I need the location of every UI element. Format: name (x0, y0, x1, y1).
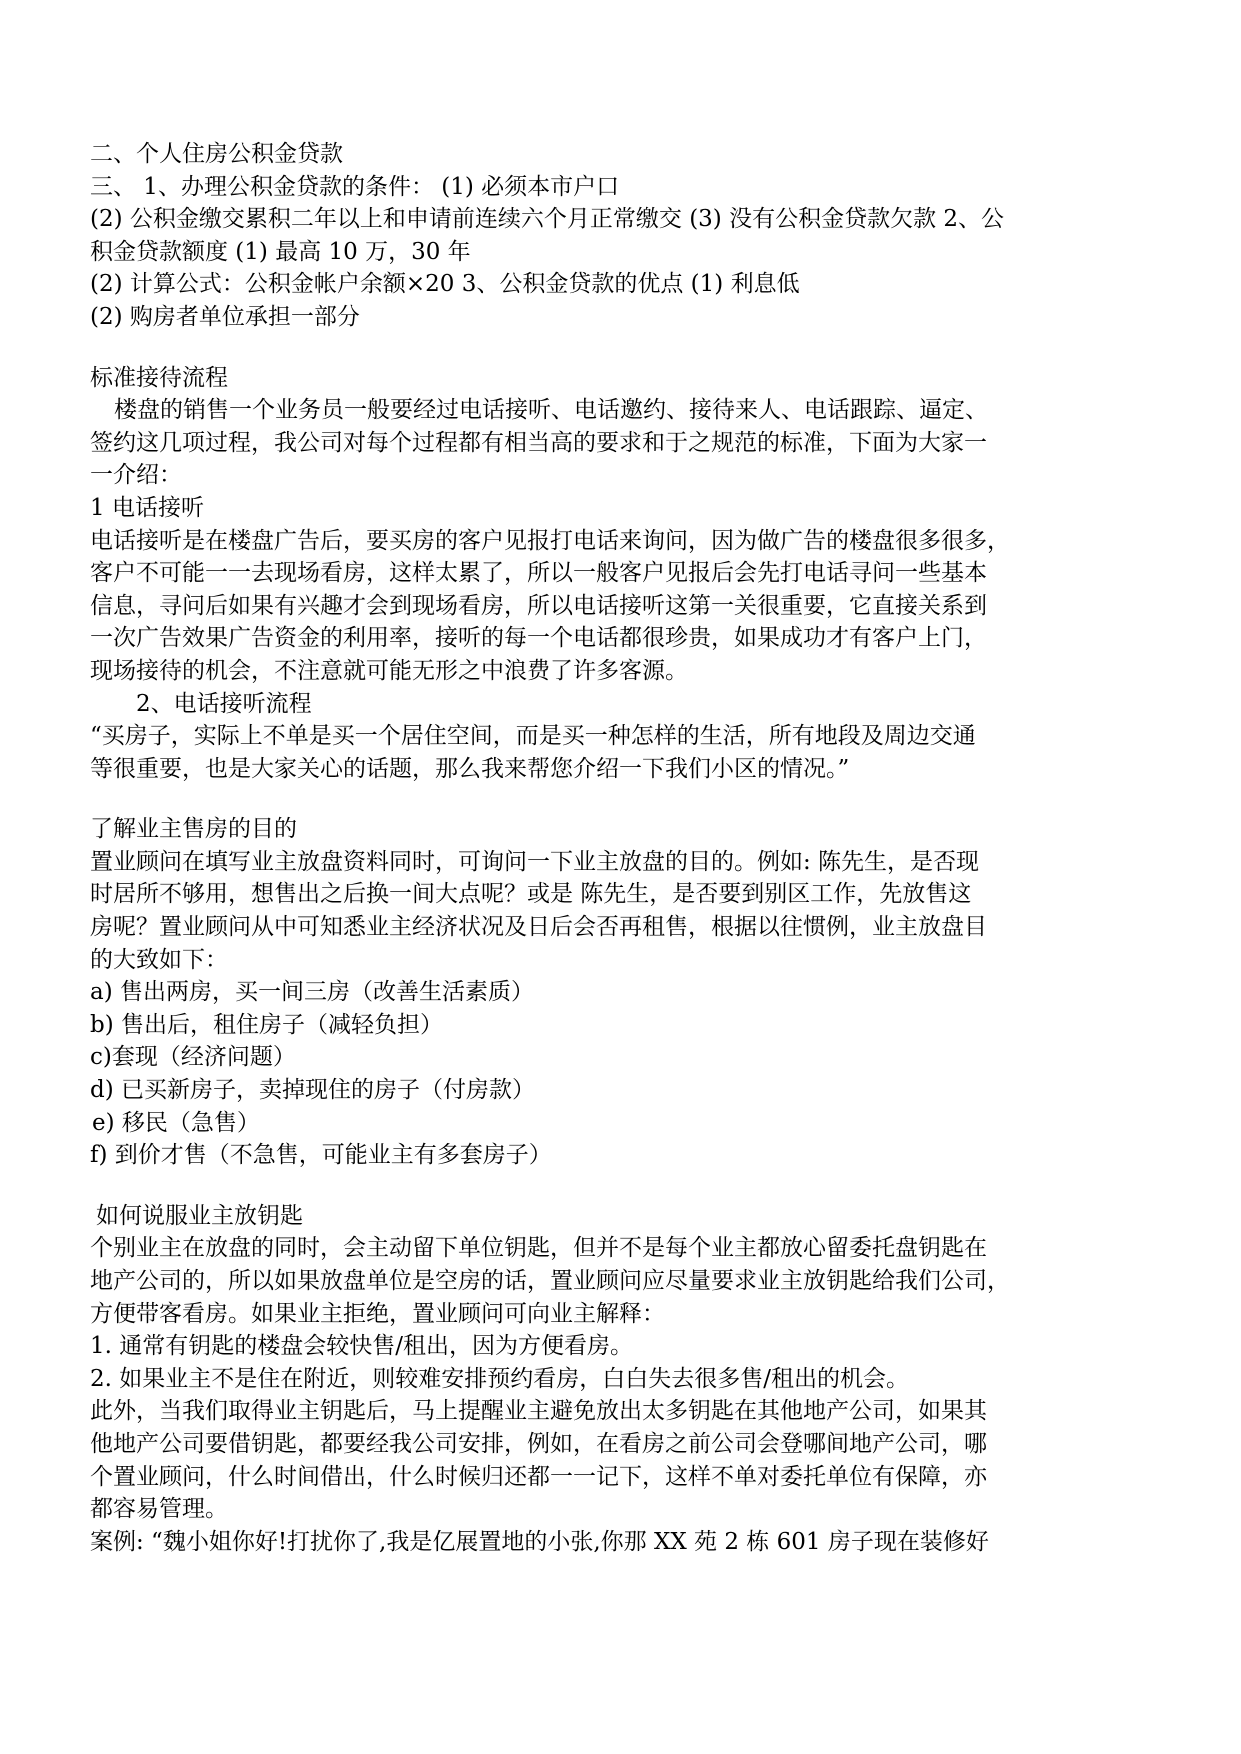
text-line: 2、电话接听流程 (136, 690, 312, 717)
text-line: 了解业主售房的目的 (90, 816, 297, 843)
text-line: 案例: “魏小姐你好!打扰你了,我是亿展置地的小张,你那 XX 苑 2 栋 601 房子现在装修好 (90, 1528, 989, 1555)
text-line: e) 移民（急售） (92, 1109, 260, 1136)
text-line: 1. 通常有钥匙的楼盘会较快售/租出，因为方便看房。 (90, 1333, 634, 1360)
text-line: (2) 购房者单位承担一部分 (90, 303, 360, 330)
text-line: 如何说服业主放钥匙 (96, 1202, 303, 1229)
text-line: (2) 公积金缴交累积二年以上和申请前连续六个月正常缴交 (3) 没有公积金贷款欠款 2、公 (90, 206, 1005, 233)
text-line: 置业顾问在填写业主放盘资料同时，可询问一下业主放盘的目的。例如: 陈先生，是否现 (90, 848, 980, 875)
text-line: (2) 计算公式：公积金帐户余额×20 3、公积金贷款的优点 (1) 利息低 (90, 271, 800, 298)
text-line: “买房子，实际上不单是买一个居住空间，而是买一种怎样的生活，所有地段及周边交通 (90, 723, 976, 750)
text-line: 三、 1、办理公积金贷款的条件： (1) 必须本市户口 (90, 173, 620, 200)
blank-line (90, 1172, 1060, 1200)
text-line: 个别业主在放盘的同时，会主动留下单位钥匙，但并不是每个业主都放心留委托盘钥匙在 (90, 1235, 987, 1262)
text-line: 方便带客看房。如果业主拒绝，置业顾问可向业主解释： (90, 1300, 665, 1327)
text-line: 一介绍： (90, 462, 182, 489)
text-line: d) 已买新房子，卖掉现住的房子（付房款） (90, 1077, 536, 1104)
text-line: 积金贷款额度 (1) 最高 10 万，30 年 (90, 238, 471, 265)
text-line: 地产公司的，所以如果放盘单位是空房的话，置业顾问应尽量要求业主放钥匙给我们公司， (90, 1268, 1010, 1294)
text-line: f) 到价才售（不急售，可能业主有多套房子） (90, 1142, 552, 1169)
text-line: c)套现（经济问题） (90, 1044, 296, 1071)
text-line: 都容易管理。 (90, 1496, 228, 1523)
blank-line (90, 334, 1060, 362)
text-line: 电话接听是在楼盘广告后，要买房的客户见报打电话来询问，因为做广告的楼盘很多很多， (90, 527, 1010, 554)
text-line: 二、个人住房公积金贷款 (90, 141, 343, 167)
document-body (90, 138, 1060, 1558)
text-line: 标准接待流程 (90, 364, 228, 391)
text-line: 现场接待的机会，不注意就可能无形之中浪费了许多客源。 (90, 657, 688, 684)
text-line: 等很重要，也是大家关心的话题，那么我来帮您介绍一下我们小区的情况。” (90, 755, 850, 782)
text-line: 此外，当我们取得业主钥匙后，马上提醒业主避免放出太多钥匙在其他地产公司，如果其 (90, 1398, 987, 1425)
text-line: 1 电话接听 (90, 494, 204, 521)
text-line: 客户不可能一一去现场看房，这样太累了，所以一般客户见报后会先打电话寻问一些基本 (90, 560, 987, 587)
text-line: 一次广告效果广告资金的利用率，接听的每一个电话都很珍贵，如果成功才有客户上门， (90, 625, 987, 652)
text-line: a) 售出两房，买一间三房（改善生活素质） (90, 979, 534, 1006)
text-line: 2. 如果业主不是住在附近，则较难安排预约看房，白白失去很多售/租出的机会。 (90, 1365, 910, 1392)
text-line: 信息，寻问后如果有兴趣才会到现场看房，所以电话接听这第一关很重要，它直接关系到 (90, 592, 987, 619)
text-line: 个置业顾问，什么时间借出，什么时候归还都一一记下，这样不单对委托单位有保障，亦 (90, 1463, 987, 1490)
text-line: b) 售出后，租住房子（减轻负担） (90, 1011, 444, 1038)
text-line: 时居所不够用，想售出之后换一间大点呢？或是 陈先生，是否要到别区工作，先放售这 (90, 881, 972, 908)
text-line: 楼盘的销售一个业务员一般要经过电话接听、电话邀约、接待来人、电话跟踪、逼定、 (114, 397, 988, 424)
text-line: 的大致如下： (90, 946, 228, 973)
text-line: 他地产公司要借钥匙，都要经我公司安排，例如，在看房之前公司会登哪间地产公司，哪 (90, 1430, 987, 1457)
text-line: 签约这几项过程，我公司对每个过程都有相当高的要求和于之规范的标准，下面为大家一 (90, 429, 987, 456)
text-line: 房呢？置业顾问从中可知悉业主经济状况及日后会否再租售，根据以往惯例，业主放盘目 (90, 914, 987, 941)
blank-line (90, 785, 1060, 813)
